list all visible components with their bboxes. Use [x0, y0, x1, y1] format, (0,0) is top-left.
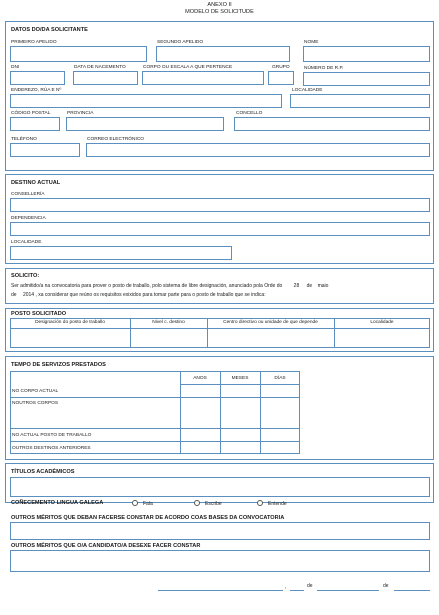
enderezo-label: ENDEREZO, RÚA E Nº	[11, 88, 62, 93]
corpo-escala-field[interactable]	[142, 71, 264, 85]
day-line[interactable]	[290, 590, 304, 591]
form-title: MODELO DE SOLICITUDE	[185, 9, 254, 15]
segundo-apelido-label: SEGUNDO APELIDO	[157, 40, 204, 45]
enderezo-field[interactable]	[10, 94, 282, 108]
posto-designacion-cell[interactable]	[11, 329, 129, 347]
concello-label: CONCELLO	[236, 111, 263, 116]
dependencia-label: DEPENDENCIA	[11, 216, 46, 221]
solicito-de2: de	[11, 292, 17, 298]
tempo-row-noutros-corpos: NOUTROS CORPOS	[12, 401, 59, 406]
posto-title: POSTO SOLICITADO	[11, 311, 67, 317]
signature-de2: de	[383, 583, 389, 589]
data-nacemento-field[interactable]	[73, 71, 138, 85]
tempo-row-divider	[10, 441, 300, 442]
titulos-field[interactable]	[10, 477, 430, 497]
corpo-escala-label: CORPO OU ESCALA A QUE PERTENCE	[143, 65, 233, 70]
numero-rp-label: NÚMERO DE R.P.	[304, 66, 344, 71]
annex-title: ANEXO II	[207, 2, 232, 8]
numero-rp-field[interactable]	[303, 72, 430, 86]
entende-label: Entende	[268, 501, 287, 507]
tempo-row-corpo-actual: NO CORPO ACTUAL	[12, 389, 59, 394]
tempo-row-divider	[10, 397, 300, 398]
tempo-col-meses: MESES	[231, 376, 249, 381]
primeiro-apelido-field[interactable]	[10, 46, 147, 62]
tempo-col-anos: ANOS	[193, 376, 207, 381]
meritos-bases-title: OUTROS MÉRITOS QUE DEBAN FACERSE CONSTAR DE ACORDO COAS BASES DA CONVOCATORIA	[11, 515, 285, 521]
nome-label: NOME	[304, 40, 319, 45]
fala-label: Fala	[143, 501, 153, 507]
solicito-text-line1	[11, 283, 328, 289]
meritos-candidato-field[interactable]	[10, 550, 430, 572]
data-nacemento-label: DATA DE NACEMENTO	[74, 65, 126, 70]
nome-field[interactable]	[303, 46, 430, 62]
grupo-field[interactable]	[268, 71, 294, 85]
solicito-line2-text: , xa considerar que reúno os requisitos exixidos para tomar parte para o posto de traballo que se indica:	[35, 292, 266, 298]
meritos-bases-field[interactable]	[10, 522, 430, 540]
destino-title: DESTINO ACTUAL	[11, 180, 61, 186]
telefono-label: TELÉFONO	[11, 137, 37, 142]
posto-nivel-cell[interactable]	[131, 329, 206, 347]
provincia-label: PROVINCIA	[67, 111, 94, 116]
codigo-postal-field[interactable]	[10, 117, 60, 131]
solicitante-title: DATOS DO/DA SOLICITANTE	[11, 27, 88, 33]
destino-localidade-label: LOCALIDADE	[11, 240, 42, 245]
correo-field[interactable]	[86, 143, 430, 157]
solicito-month: maio	[317, 283, 329, 289]
tempo-header-divider	[180, 384, 300, 385]
grupo-label: GRUPO	[272, 65, 290, 70]
telefono-field[interactable]	[10, 143, 80, 157]
dependencia-field[interactable]	[10, 222, 430, 236]
tempo-row-divider	[10, 428, 300, 429]
posto-col-localidade: Localidade	[370, 320, 394, 325]
tempo-title: TEMPO DE SERVIZOS PRESTADOS	[11, 362, 106, 368]
posto-localidade-cell[interactable]	[335, 329, 429, 347]
posto-col-designacion: Designación do posto de traballo	[35, 320, 105, 325]
solicito-title: SOLICITO:	[11, 273, 40, 279]
codigo-postal-label: CÓDIGO POSTAL	[11, 111, 51, 116]
posto-col-centro: Centro directivo ou unidade de que depende	[223, 320, 318, 325]
signature-de1: de	[307, 583, 313, 589]
escribe-radio[interactable]	[194, 500, 200, 506]
conselleria-field[interactable]	[10, 198, 430, 212]
place-line[interactable]	[158, 590, 283, 591]
conselleria-label: CONSELLERÍA	[11, 192, 45, 197]
lingua-title: COÑECEMENTO LINGUA GALEGA	[11, 500, 104, 506]
primeiro-apelido-label: PRIMEIRO APELIDO	[11, 40, 57, 45]
dni-label: DNI	[11, 65, 20, 70]
solicito-line1-text: Ser admitido/a na convocatoria para prover o posto de traballo, polo sistema de libre designación, anunciado pola Orde do	[11, 283, 283, 289]
correo-label: CORREO ELECTRÓNICO	[87, 137, 145, 142]
solicito-year: 2014	[22, 292, 35, 298]
tempo-row-actual-posto: NO ACTUAL POSTO DE TRABALLO	[12, 433, 92, 438]
solicito-text-line2	[11, 292, 266, 298]
titulos-title: TÍTULOS ACADÉMICOS	[11, 469, 75, 475]
dni-field[interactable]	[10, 71, 65, 85]
escribe-label: Escribe	[205, 501, 222, 507]
tempo-row-outros-destinos: OUTROS DESTINOS ANTERIORES	[12, 446, 91, 451]
posto-centro-cell[interactable]	[208, 329, 333, 347]
year-line[interactable]	[394, 590, 430, 591]
tempo-col-dias: DÍAS	[274, 376, 286, 381]
fala-radio[interactable]	[132, 500, 138, 506]
signature-comma: ,	[285, 584, 287, 590]
destino-localidade-field[interactable]	[10, 246, 232, 260]
month-line[interactable]	[317, 590, 379, 591]
segundo-apelido-field[interactable]	[156, 46, 290, 62]
concello-field[interactable]	[234, 117, 430, 131]
solicito-de1: de	[306, 283, 313, 289]
posto-col-nivel: Nivel c. destino	[152, 320, 185, 325]
localidade-label: LOCALIDADE	[292, 88, 323, 93]
entende-radio[interactable]	[257, 500, 263, 506]
localidade-field[interactable]	[290, 94, 430, 108]
meritos-candidato-title: OUTROS MÉRITOS QUE O/A CANDIDATO/A DESEXE FACER CONSTAR	[11, 543, 201, 549]
solicito-day: 28	[293, 283, 300, 289]
provincia-field[interactable]	[66, 117, 224, 131]
